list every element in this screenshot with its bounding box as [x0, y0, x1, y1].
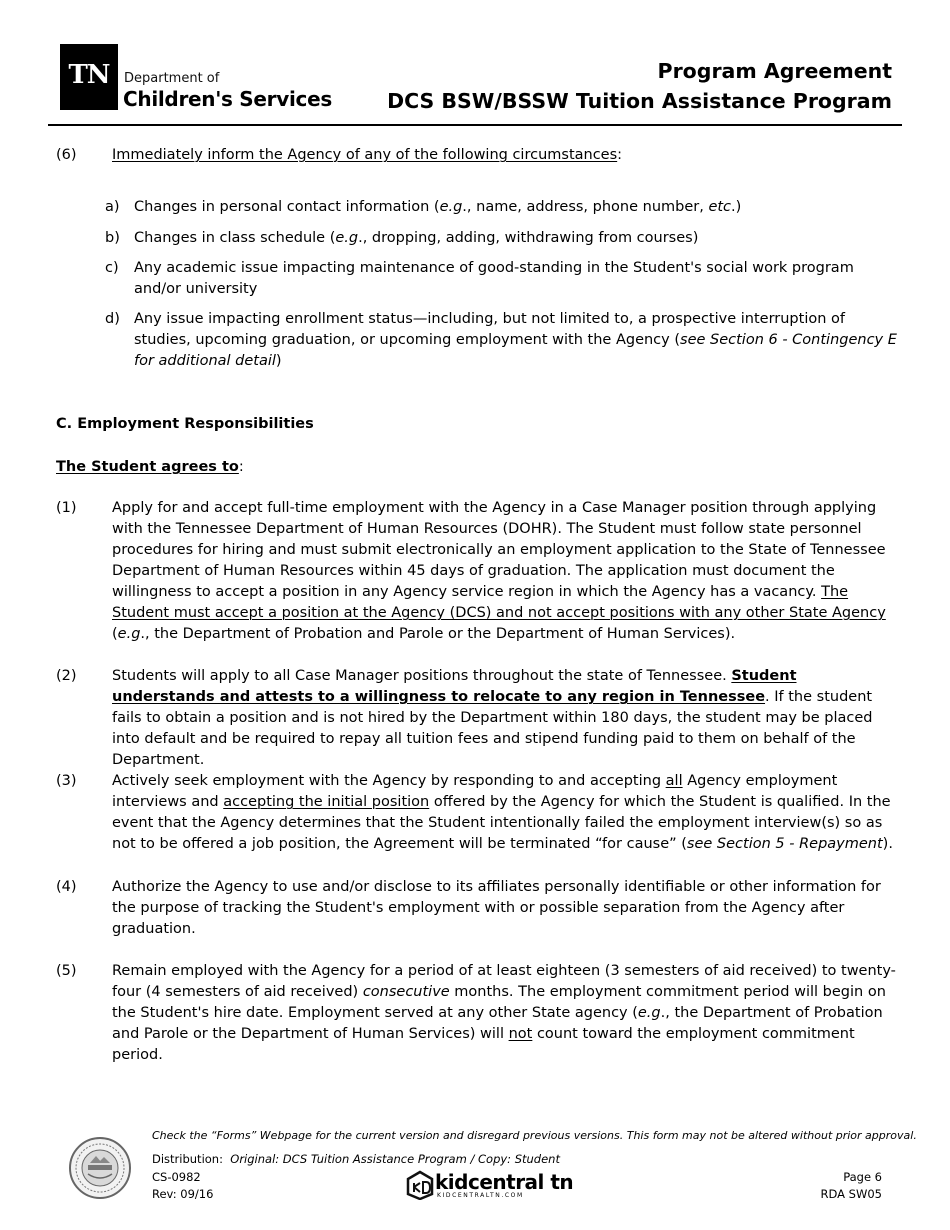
- logo-department-label: Department of: [124, 71, 220, 86]
- page-number: Page 6: [843, 1170, 882, 1184]
- list-item: Changes in class schedule (e.g., dropping, adding, withdrawing from courses): [134, 230, 699, 246]
- item-number: (6): [56, 147, 77, 163]
- list-item: Any issue impacting enrollment status—including, but not limited to, a prospective interruption of studies, upcoming graduation, or upcoming employment with the Agency (see Section 6 - Contingency E for additional detail): [134, 311, 897, 369]
- section6-lead: Immediately inform the Agency of any of the following circumstances:: [112, 147, 623, 163]
- item-number: (2): [56, 668, 77, 684]
- paragraph-4: Authorize the Agency to use and/or disclose to its affiliates personally identifiable or other information for the purpose of tracking the Student's employment with or possible separation from the Agency after graduation.: [112, 879, 881, 937]
- list-letter: d): [105, 311, 120, 327]
- paragraph-2: Students will apply to all Case Manager positions throughout the state of Tennessee. Student understands and attests to a willingness to relocate to any region in Tennessee. If the student fails to obtain a position and is not hired by the Department within 180 days, the student may be placed into default and be required to repay all tuition fees and stipend funding paid to them on behalf of the Department.: [112, 668, 873, 768]
- state-seal-icon: [68, 1136, 132, 1200]
- tn-logo-letters: TN: [68, 60, 110, 90]
- list-item: Any academic issue impacting maintenance of good-standing in the Student's social work program and/or university: [134, 260, 854, 297]
- kidcentral-url: KIDCENTRALTN.COM: [437, 1192, 524, 1199]
- list-letter: b): [105, 230, 120, 246]
- footer-distribution: Distribution: Original: DCS Tuition Assistance Program / Copy: Student: [152, 1152, 560, 1166]
- logo-agency-name: Children's Services: [123, 87, 332, 111]
- header-divider: [48, 124, 902, 126]
- section6-lead-text: Immediately inform the Agency of any of the following circumstances: [112, 147, 618, 163]
- rda-code: RDA SW05: [820, 1187, 882, 1201]
- kidcentral-house-icon: [406, 1170, 434, 1200]
- title-line-2: DCS BSW/BSSW Tuition Assistance Program: [387, 89, 892, 113]
- list-item: Changes in personal contact information (e.g., name, address, phone number, etc.): [134, 199, 742, 215]
- agrees-label: The Student agrees to:: [56, 459, 244, 475]
- footer-notice: Check the “Forms” Webpage for the current version and disregard previous versions. This form may not be altered without prior approval.: [152, 1129, 917, 1142]
- kidcentral-logo-text: kidcentral tn: [435, 1170, 574, 1194]
- paragraph-1: Apply for and accept full-time employment with the Agency in a Case Manager position through applying with the Tennessee Department of Human Resources (DOHR). The Student must follow state personnel procedures for hiring and must submit electronically an employment application to the State of Tennessee Department of Human Resources within 45 days of graduation. The application must document the willingness to accept a position in any Agency service region in which the Agency has a vacancy. The Student must accept a position at the Agency (DCS) and not accept positions with any other State Agency (e.g., the Department of Probation and Parole or the Department of Human Services).: [112, 500, 886, 642]
- revision-date: Rev: 09/16: [152, 1187, 214, 1201]
- form-code: CS-0982: [152, 1170, 201, 1184]
- item-number: (4): [56, 879, 77, 895]
- list-letter: a): [105, 199, 120, 215]
- list-letter: c): [105, 260, 119, 276]
- section-heading: C. Employment Responsibilities: [56, 416, 314, 432]
- item-number: (1): [56, 500, 77, 516]
- paragraph-3: Actively seek employment with the Agency by responding to and accepting all Agency employment interviews and accepting the initial position offered by the Agency for which the Student is qualified. In the event that the Agency determines that the Student intentionally failed the employment interview(s) so as not to be offered a job position, the Agreement will be terminated “for cause” (see Section 5 - Repayment).: [112, 773, 893, 852]
- title-line-1: Program Agreement: [657, 59, 892, 83]
- paragraph-5: Remain employed with the Agency for a period of at least eighteen (3 semesters of aid received) to twenty-four (4 semesters of aid received) consecutive months. The employment commitment period will begin on the Student's hire date. Employment served at any other State agency (e.g., the Department of Probation and Parole or the Department of Human Services) will not count toward the employment commitment period.: [112, 963, 896, 1063]
- document-title: [387, 56, 892, 116]
- item-number: (5): [56, 963, 77, 979]
- item-number: (3): [56, 773, 77, 789]
